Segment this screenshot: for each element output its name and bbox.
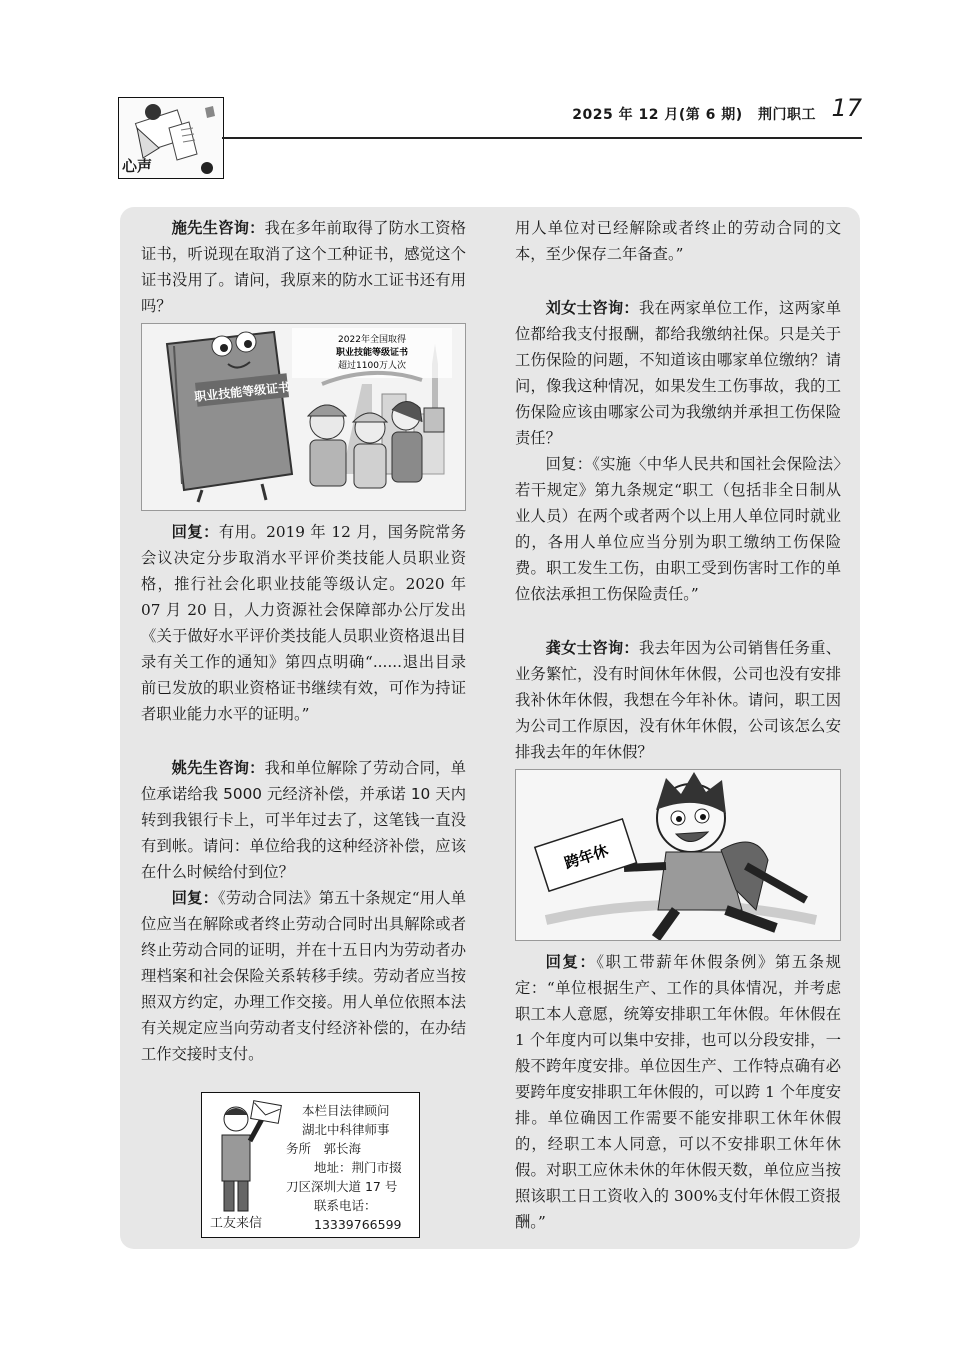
left-column [141,215,466,1067]
answer-2-continued: 用人单位对已经解除或者终止的劳动合同的文本，至少保存二年备查。” [515,219,841,263]
certificate-book-title: 职业技能等级证书 [193,380,291,404]
advisor-line-4: 地址：荆门市掇 [314,1160,402,1175]
question-3-head: 刘女士咨询： [545,299,639,317]
banner-line-2: 职业技能等级证书 [335,348,409,358]
answer-4-head: 回复： [545,953,597,971]
advisor-line-6: 联系电话： [314,1198,377,1213]
question-2 [141,755,466,885]
question-4-text: 我去年因为公司销售任务重、业务繁忙，没有时间休年休假，公司也没有安排我补休年休假，我想在今年补休。请问，职工因为公司工作原因，没有休年休假，公司该怎么安排我去年的年休假？ [515,639,841,761]
section-logo [118,97,224,179]
answer-4 [515,949,841,1235]
answer-1-text: 有用。2019 年 12 月，国务院常务会议决定分步取消水平评价类技能人员职业资格，推行社会化职业技能等级认定。2020 年 07 月 20 日，人力资源社会保障部办公厅发出《关于做好水平评价类技能人员职业资格退出目录有关工作的通知》第四点明确“......退出目录前已发放的职业资格证书继续有效，可作为持证者职业能力水平的证明。” [141,523,466,723]
publication-name: 荆门职工 [758,107,816,123]
question-3-text: 我在两家单位工作，这两家单位都给我支付报酬，都给我缴纳社保。只是关于工伤保险的问题，不知道该由哪家单位缴纳？请问，像我这种情况，如果发生工伤事故，我的工伤保险应该由哪家公司为我缴纳并承担工伤保险责任？ [515,299,841,447]
page-number: 17 [831,94,862,122]
question-2-head: 姚先生咨询： [171,759,265,777]
question-1-head: 施先生咨询： [171,219,265,237]
issue-date: 2025 年 12 月(第 6 期) [572,107,743,123]
answer-1 [141,519,466,727]
cross-year-leave-illustration [515,769,841,941]
answer-4-text: 《职工带薪年休假条例》第五条规定：“单位根据生产、工作的具体情况，并考虑职工本人意愿，统筹安排职工年休假。年休假在 1 个年度内可以集中安排，也可以分段安排，一般不跨年度安排。单位因生产、工作特点确有必要跨年度安排职工年休假的，可以跨 1 个年度安排。单位确因工作需要不能安排职工休年休假的，经职工本人同意，可以不安排职工休年休假。对职工应休未休的年休假天数，单位应当按照该职工日工资收入的 300%支付年休假工资报酬。” [515,953,841,1231]
answer-2 [141,885,466,1067]
skill-certificate-illustration [141,323,466,511]
question-1 [141,215,466,319]
legal-advisor-box [201,1092,420,1238]
advisor-line-1: 本栏目法律顾问 [302,1103,390,1118]
answer-1-head: 回复： [171,523,219,541]
header-rule [222,137,862,139]
question-3 [515,295,841,451]
advisor-line-5: 刀区深圳大道 17 号 [286,1179,398,1194]
advisor-line-3: 务所 郭长海 [286,1141,362,1156]
question-2-text: 我和单位解除了劳动合同，单位承诺给我 5000 元经济补偿，并承诺 10 天内转到我银行卡上，可半年过去了，这笔钱一直没有到帐。请问：单位给我的这种经济补偿，应该在什么时候给付到位？ [141,759,466,881]
issue-info [562,104,816,124]
advisor-line-2: 湖北中科律师事 [302,1122,390,1137]
advisor-info [286,1101,416,1234]
box-label: 工友来信 [210,1216,263,1231]
answer-3: 回复：《实施〈中华人民共和国社会保险法〉若干规定》第九条规定“职工（包括非全日制从业人员）在两个或者两个以上用人单位同时就业的，各用人单位应当分别为职工缴纳工伤保险费。职工发生工伤，由职工受到伤害时工作的单位依法承担工伤保险责任。” [515,455,841,603]
section-label: 心声 [122,157,153,175]
right-column [515,215,841,1235]
question-4-head: 龚女士咨询： [545,639,639,657]
advisor-phone: 13339766599 [314,1217,402,1232]
worker-with-letter-illustration [206,1097,286,1215]
question-4 [515,635,841,765]
banner-line-1: 2022年全国取得 [338,335,406,345]
banner-line-3: 超过1100万人次 [338,361,406,371]
leave-card-text: 跨年休 [562,841,611,873]
answer-2-head: 回复： [171,889,219,907]
question-1-text: 我在多年前取得了防水工资格证书，听说现在取消了这个工种证书，感觉这个证书没用了。请问，我原来的防水工证书还有用吗？ [141,219,466,315]
answer-2-text: 《劳动合同法》第五十条规定“用人单位应当在解除或者终止劳动合同时出具解除或者终止劳动合同的证明，并在十五日内为劳动者办理档案和社会保险关系转移手续。劳动者应当按照双方约定，办理工作交接。用人单位依照本法有关规定应当向劳动者支付经济补偿的，在办结工作交接时支付。 [141,889,466,1063]
